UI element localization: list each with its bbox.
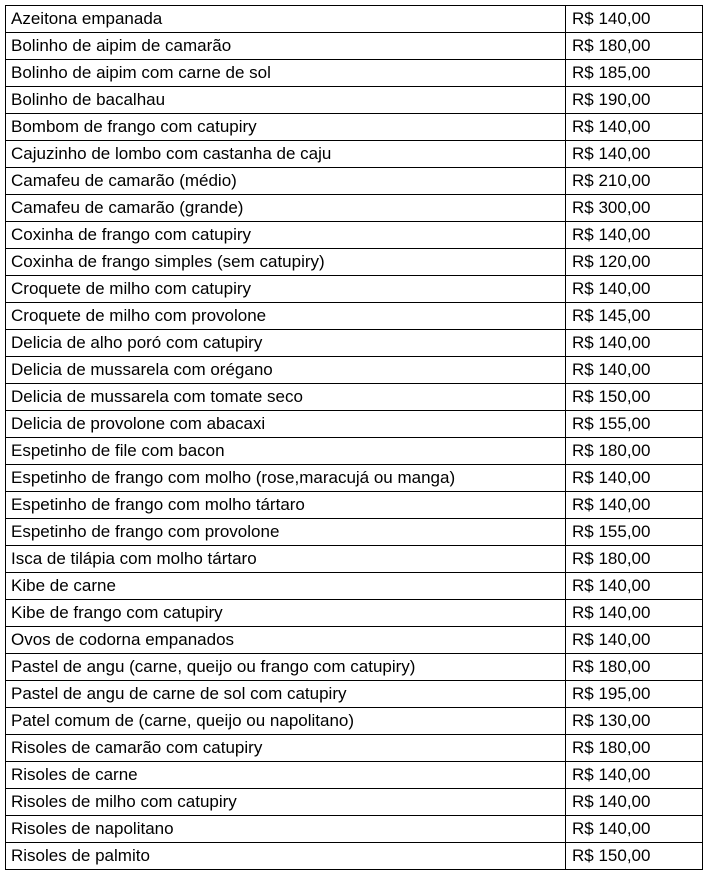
- item-price-cell: R$ 190,00: [566, 87, 703, 114]
- table-row: [6, 330, 703, 357]
- item-price-cell: R$ 300,00: [566, 195, 703, 222]
- item-price-cell: R$ 180,00: [566, 438, 703, 465]
- item-name-cell: Delicia de provolone com abacaxi: [6, 411, 566, 438]
- item-price-cell: R$ 180,00: [566, 735, 703, 762]
- table-row: [6, 384, 703, 411]
- item-name-cell: Delicia de alho poró com catupiry: [6, 330, 566, 357]
- item-price-cell: R$ 140,00: [566, 600, 703, 627]
- item-price-cell: R$ 185,00: [566, 60, 703, 87]
- table-row: [6, 789, 703, 816]
- item-name-cell: Coxinha de frango simples (sem catupiry): [6, 249, 566, 276]
- item-name-cell: Azeitona empanada: [6, 6, 566, 33]
- table-row: [6, 60, 703, 87]
- item-name-cell: Ovos de codorna empanados: [6, 627, 566, 654]
- item-name-cell: Croquete de milho com provolone: [6, 303, 566, 330]
- table-row: [6, 249, 703, 276]
- item-price-cell: R$ 210,00: [566, 168, 703, 195]
- table-row: [6, 519, 703, 546]
- table-row: [6, 6, 703, 33]
- item-price-cell: R$ 140,00: [566, 465, 703, 492]
- table-row: [6, 357, 703, 384]
- item-price-cell: R$ 140,00: [566, 222, 703, 249]
- table-row: [6, 168, 703, 195]
- table-row: [6, 600, 703, 627]
- item-name-cell: Camafeu de camarão (médio): [6, 168, 566, 195]
- item-price-cell: R$ 155,00: [566, 519, 703, 546]
- item-price-cell: R$ 155,00: [566, 411, 703, 438]
- table-row: [6, 762, 703, 789]
- table-row: [6, 708, 703, 735]
- item-name-cell: Espetinho de frango com provolone: [6, 519, 566, 546]
- item-name-cell: Camafeu de camarão (grande): [6, 195, 566, 222]
- item-name-cell: Patel comum de (carne, queijo ou napolitano): [6, 708, 566, 735]
- item-name-cell: Espetinho de frango com molho (rose,maracujá ou manga): [6, 465, 566, 492]
- item-price-cell: R$ 140,00: [566, 6, 703, 33]
- item-name-cell: Bolinho de aipim de camarão: [6, 33, 566, 60]
- item-name-cell: Kibe de frango com catupiry: [6, 600, 566, 627]
- table-row: [6, 843, 703, 870]
- item-name-cell: Espetinho de file com bacon: [6, 438, 566, 465]
- table-row: [6, 681, 703, 708]
- item-price-cell: R$ 140,00: [566, 816, 703, 843]
- item-name-cell: Bolinho de aipim com carne de sol: [6, 60, 566, 87]
- item-name-cell: Bolinho de bacalhau: [6, 87, 566, 114]
- price-table-body: [6, 6, 703, 870]
- item-price-cell: R$ 140,00: [566, 357, 703, 384]
- table-row: [6, 546, 703, 573]
- item-price-cell: R$ 140,00: [566, 492, 703, 519]
- item-name-cell: Risoles de napolitano: [6, 816, 566, 843]
- table-row: [6, 33, 703, 60]
- item-price-cell: R$ 140,00: [566, 276, 703, 303]
- item-name-cell: Espetinho de frango com molho tártaro: [6, 492, 566, 519]
- item-price-cell: R$ 120,00: [566, 249, 703, 276]
- item-name-cell: Croquete de milho com catupiry: [6, 276, 566, 303]
- item-price-cell: R$ 140,00: [566, 114, 703, 141]
- item-price-cell: R$ 145,00: [566, 303, 703, 330]
- item-price-cell: R$ 140,00: [566, 330, 703, 357]
- item-name-cell: Coxinha de frango com catupiry: [6, 222, 566, 249]
- item-name-cell: Delicia de mussarela com tomate seco: [6, 384, 566, 411]
- table-row: [6, 303, 703, 330]
- item-name-cell: Risoles de carne: [6, 762, 566, 789]
- item-name-cell: Cajuzinho de lombo com castanha de caju: [6, 141, 566, 168]
- table-row: [6, 816, 703, 843]
- item-price-cell: R$ 140,00: [566, 627, 703, 654]
- item-price-cell: R$ 140,00: [566, 573, 703, 600]
- table-row: [6, 195, 703, 222]
- item-name-cell: Kibe de carne: [6, 573, 566, 600]
- item-name-cell: Risoles de palmito: [6, 843, 566, 870]
- table-row: [6, 114, 703, 141]
- item-price-cell: R$ 180,00: [566, 546, 703, 573]
- table-row: [6, 654, 703, 681]
- table-row: [6, 627, 703, 654]
- item-name-cell: Pastel de angu de carne de sol com catupiry: [6, 681, 566, 708]
- item-name-cell: Pastel de angu (carne, queijo ou frango com catupiry): [6, 654, 566, 681]
- price-table: [5, 5, 703, 870]
- item-price-cell: R$ 150,00: [566, 384, 703, 411]
- item-price-cell: R$ 140,00: [566, 762, 703, 789]
- item-price-cell: R$ 195,00: [566, 681, 703, 708]
- table-row: [6, 276, 703, 303]
- table-row: [6, 735, 703, 762]
- item-name-cell: Risoles de milho com catupiry: [6, 789, 566, 816]
- item-price-cell: R$ 150,00: [566, 843, 703, 870]
- table-row: [6, 492, 703, 519]
- item-price-cell: R$ 140,00: [566, 789, 703, 816]
- item-name-cell: Delicia de mussarela com orégano: [6, 357, 566, 384]
- table-row: [6, 141, 703, 168]
- item-name-cell: Bombom de frango com catupiry: [6, 114, 566, 141]
- table-row: [6, 222, 703, 249]
- item-price-cell: R$ 180,00: [566, 33, 703, 60]
- table-row: [6, 465, 703, 492]
- item-price-cell: R$ 180,00: [566, 654, 703, 681]
- table-row: [6, 411, 703, 438]
- item-price-cell: R$ 140,00: [566, 141, 703, 168]
- item-price-cell: R$ 130,00: [566, 708, 703, 735]
- item-name-cell: Risoles de camarão com catupiry: [6, 735, 566, 762]
- item-name-cell: Isca de tilápia com molho tártaro: [6, 546, 566, 573]
- table-row: [6, 438, 703, 465]
- table-row: [6, 87, 703, 114]
- table-row: [6, 573, 703, 600]
